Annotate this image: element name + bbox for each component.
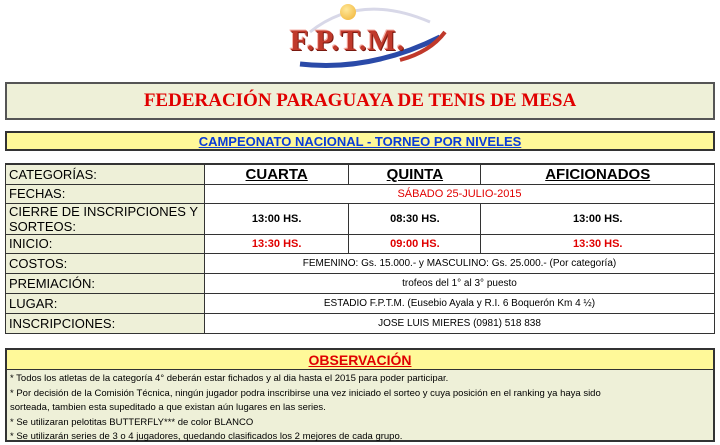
championship-banner — [5, 131, 715, 151]
observation-title: OBSERVACIÓN — [308, 351, 412, 368]
inscripciones-value: JOSE LUIS MIERES (0981) 518 838 — [205, 313, 715, 333]
table-row-costos — [6, 253, 715, 273]
cierre-aficionados: 13:00 HS. — [481, 203, 715, 234]
inicio-cuarta: 13:30 HS. — [205, 234, 349, 253]
category-quinta: QUINTA — [349, 164, 481, 184]
cierre-cuarta: 13:00 HS. — [205, 203, 349, 234]
lugar-value: ESTADIO F.P.T.M. (Eusebio Ayala y R.I. 6 Boquerón Km 4 ½) — [205, 293, 715, 313]
observation-line: * Por decisión de la Comisión Técnica, ningún jugador podra inscribirse una vez iniciado el sorteo y cuya posición en el ranking ya haya sido — [10, 387, 601, 399]
cierre-label: CIERRE DE INSCRIPCIONES Y SORTEOS: — [6, 203, 205, 234]
logo-text: F.P.T.M. — [290, 24, 406, 57]
observation-body — [7, 370, 713, 440]
observation-line: * Se utilizarán series de 3 o 4 jugadores, quedando clasificados los 2 mejores de cada grupo. — [10, 431, 403, 442]
federation-title: FEDERACIÓN PARAGUAYA DE TENIS DE MESA — [143, 90, 577, 111]
championship-title: CAMPEONATO NACIONAL - TORNEO POR NIVELES — [198, 133, 522, 149]
inicio-quinta: 09:00 HS. — [349, 234, 481, 253]
table-row-inicio — [6, 234, 715, 253]
table-row-inscripciones — [6, 313, 715, 333]
observation-line: * Todos los atletas de la categoría 4° deberán estar fichados y al dia hasta el 2015 para poder participar. — [10, 373, 449, 384]
federation-title-banner — [5, 82, 715, 120]
inicio-label: INICIO: — [6, 234, 205, 253]
lugar-label: LUGAR: — [6, 293, 205, 313]
cierre-quinta: 08:30 HS. — [349, 203, 481, 234]
table-row-fechas — [6, 184, 715, 203]
observation-box — [5, 348, 715, 442]
category-cuarta: CUARTA — [205, 164, 349, 184]
costos-label: COSTOS: — [6, 253, 205, 273]
table-row-premiacion — [6, 273, 715, 293]
categories-label: CATEGORÍAS: — [6, 164, 205, 184]
fptm-logo — [280, 2, 450, 74]
category-aficionados: AFICIONADOS — [481, 164, 715, 184]
premiacion-label: PREMIACIÓN: — [6, 273, 205, 293]
premiacion-value: trofeos del 1° al 3° puesto — [205, 273, 715, 293]
inscripciones-label: INSCRIPCIONES: — [6, 313, 205, 333]
fechas-value: SÁBADO 25-JULIO-2015 — [205, 184, 715, 203]
table-row-lugar — [6, 293, 715, 313]
table-row-cierre — [6, 203, 715, 234]
observation-line: * Se utilizaran pelotitas BUTTERFLY*** de color BLANCO — [10, 416, 254, 428]
inicio-aficionados: 13:30 HS. — [481, 234, 715, 253]
fechas-label: FECHAS: — [6, 184, 205, 203]
observation-line: sorteada, tambien esta supeditado a que existan aún lugares en las series. — [10, 402, 326, 413]
table-row-categories — [6, 164, 715, 184]
ping-pong-ball-icon — [340, 4, 356, 20]
costos-value: FEMENINO: Gs. 15.000.- y MASCULINO: Gs. 25.000.- (Por categoría) — [205, 253, 715, 273]
observation-header — [7, 350, 713, 370]
tournament-info-table — [5, 163, 715, 334]
